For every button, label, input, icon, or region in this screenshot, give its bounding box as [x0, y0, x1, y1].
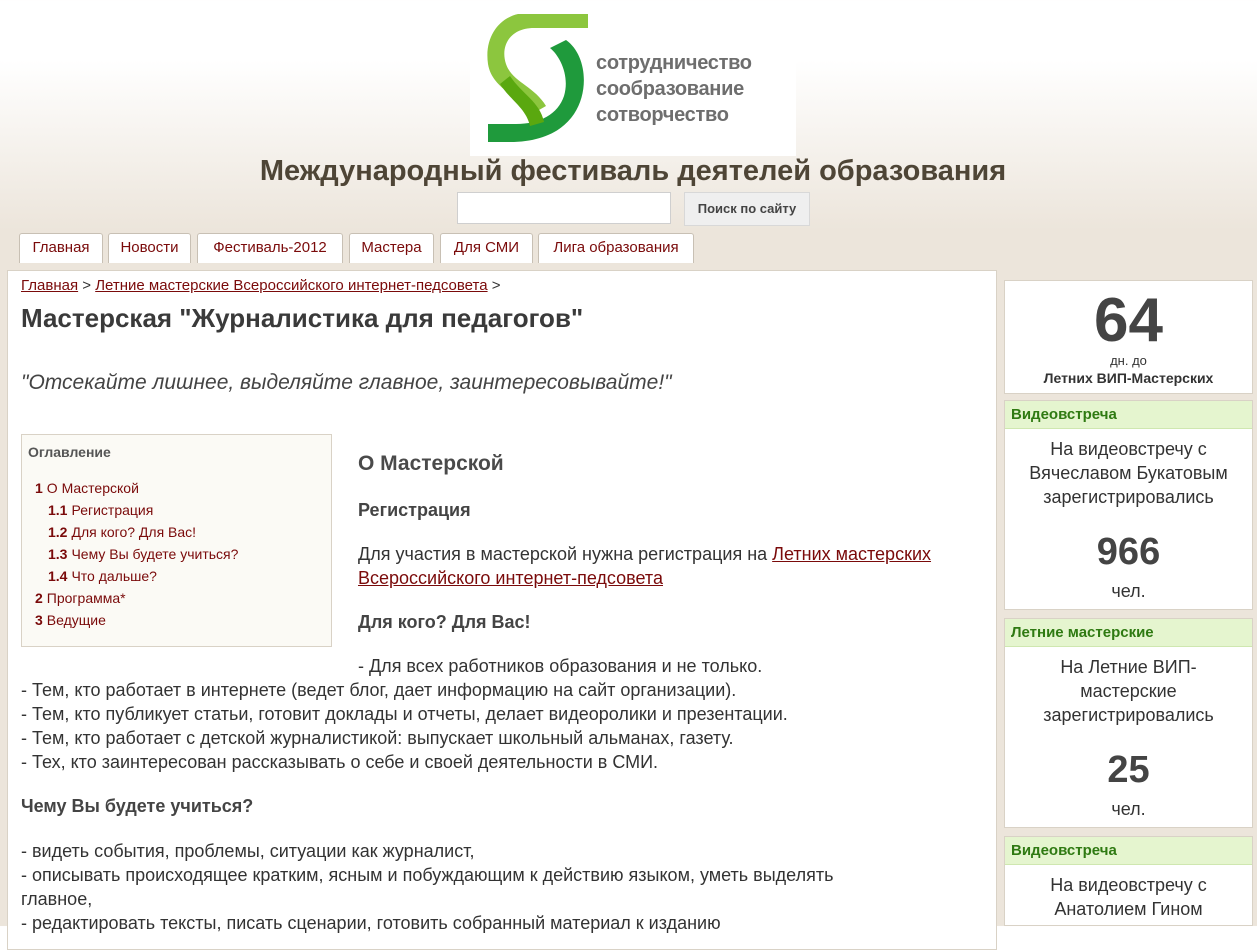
site-title: Международный фестиваль деятелей образования [259, 155, 1007, 187]
tab-home[interactable]: Главная [19, 233, 103, 263]
tab-news[interactable]: Новости [108, 233, 191, 263]
logo-emblem-icon [470, 10, 592, 156]
page-motto: "Отсекайте лишнее, выделяйте главное, заинтересовывайте!" [21, 371, 672, 394]
videomeeting-widget [1004, 836, 1253, 926]
count-unit: чел. [1111, 799, 1146, 819]
toc-title: Оглавление [28, 444, 111, 460]
widget-text: Вячеславом Букатовым [1029, 463, 1228, 483]
for-whom-line: - Тем, кто публикует статьи, готовит доклады и отчеты, делает видеоролики и презентации. [21, 704, 788, 724]
tab-masters[interactable]: Мастера [349, 233, 434, 263]
breadcrumb-section-link[interactable]: Летние мастерские Всероссийского интернет-педсовета [95, 277, 488, 294]
main-content [7, 270, 997, 950]
videomeeting-widget [1004, 400, 1253, 610]
tab-education-league[interactable]: Лига образования [538, 233, 694, 263]
registrations-count: 966 [1096, 531, 1161, 573]
section-heading-for-whom: Для кого? Для Вас! [358, 612, 531, 632]
breadcrumb-separator: > [491, 277, 501, 294]
widget-text: На Летние ВИП- [1060, 657, 1197, 677]
registration-link[interactable]: Летних мастерских [772, 544, 932, 564]
summer-workshops-widget [1004, 618, 1253, 828]
countdown-widget [1004, 280, 1253, 394]
toc-item[interactable]: 1.4 Что дальше? [48, 568, 157, 584]
for-whom-line: - Тем, кто работает в интернете (ведет блог, дает информацию на сайт организации). [21, 680, 737, 700]
toc-item[interactable]: 1 О Мастерской [35, 480, 139, 496]
widget-text: На видеовстречу с [1050, 875, 1207, 895]
toc-item[interactable]: 2 Программа* [35, 590, 126, 606]
for-whom-line: - Для всех работников образования и не только. [358, 656, 763, 676]
breadcrumb-home-link[interactable]: Главная [21, 277, 79, 294]
for-whom-line: - Тем, кто работает с детской журналистикой: выпускает школьный альманах, газету. [21, 728, 734, 748]
widget-header: Летние мастерские [1005, 619, 1252, 647]
registration-paragraph-cont [358, 568, 663, 589]
widget-header: Видеовстреча [1005, 837, 1252, 865]
countdown-number: 64 [1094, 286, 1163, 355]
tab-press[interactable]: Для СМИ [440, 233, 533, 263]
widget-header: Видеовстреча [1005, 401, 1252, 429]
learn-line: - видеть события, проблемы, ситуации как журналист, [21, 841, 475, 861]
table-of-contents [21, 434, 332, 647]
registration-paragraph: Для участия в мастерской нужна регистрация на Летних мастерских [358, 544, 932, 564]
registrations-count: 25 [1107, 749, 1150, 791]
site-logo[interactable] [470, 10, 796, 156]
toc-item[interactable]: 3 Ведущие [35, 612, 106, 628]
widget-text: На видеовстречу с [1050, 439, 1207, 459]
count-unit: чел. [1111, 581, 1146, 601]
widget-text: Анатолием Гином [1054, 899, 1203, 919]
page-title: Мастерская "Журналистика для педагогов" [21, 303, 584, 333]
breadcrumb [21, 277, 501, 294]
learn-line: главное, [21, 889, 93, 909]
toc-item[interactable]: 1.3 Чему Вы будете учиться? [48, 546, 239, 562]
widget-text: зарегистрировались [1043, 705, 1214, 725]
countdown-event: Летних ВИП-Мастерских [1043, 370, 1214, 386]
section-heading-learn: Чему Вы будете учиться? [21, 796, 254, 816]
section-heading-registration: Регистрация [358, 500, 471, 520]
breadcrumb-separator: > [82, 277, 92, 294]
registration-link[interactable]: Всероссийского интернет-педсовета [358, 568, 663, 588]
tab-festival-2012[interactable]: Фестиваль-2012 [197, 233, 343, 263]
logo-text: сотрудничество сообразование сотворчество [596, 52, 752, 126]
search-input[interactable] [457, 192, 671, 224]
toc-item[interactable]: 1.2 Для кого? Для Вас! [48, 524, 197, 540]
learn-line: - описывать происходящее кратким, ясным и побуждающим к действию языком, уметь выделять [21, 865, 834, 885]
search-button[interactable]: Поиск по сайту [684, 192, 810, 226]
countdown-label: дн. до [1110, 353, 1147, 368]
for-whom-line: - Тех, кто заинтересован рассказывать о себе и своей деятельности в СМИ. [21, 752, 659, 772]
widget-text: мастерские [1080, 681, 1177, 701]
section-heading-about: О Мастерской [358, 452, 504, 475]
toc-item[interactable]: 1.1 Регистрация [48, 502, 154, 518]
widget-text: зарегистрировались [1043, 487, 1214, 507]
learn-line: - редактировать тексты, писать сценарии, готовить собранный материал к изданию [21, 913, 721, 933]
